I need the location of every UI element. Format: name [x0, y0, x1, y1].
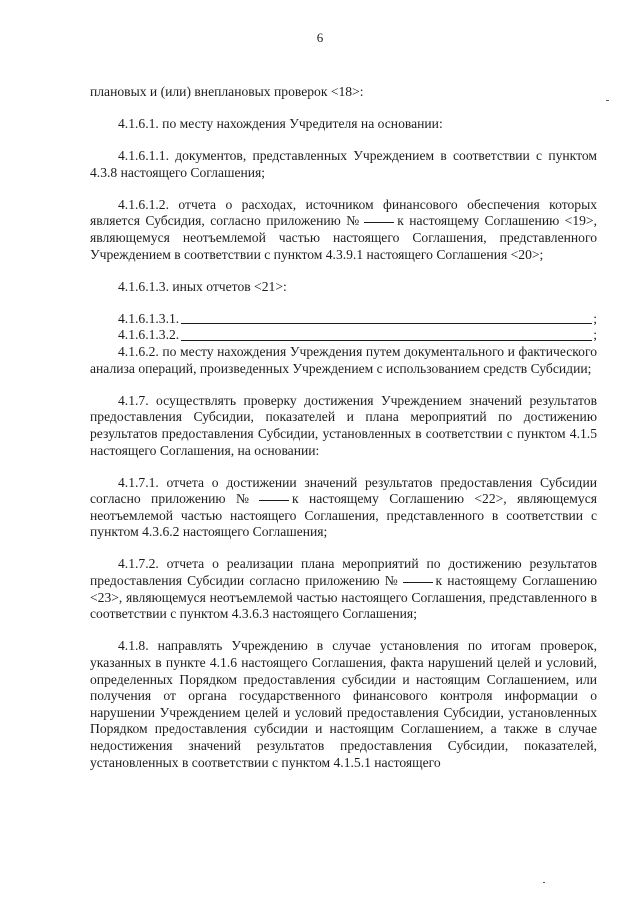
fill-line-rule: [181, 339, 592, 341]
paragraph-4-1-8: 4.1.8. направлять Учреждению в случае установления по итогам проверок, указанных в пункте 4.1.6 настоящего Соглашения, факта нарушений целей и условий, определенных Порядком предоставления субсидии и настоящим Соглашением, или получения от органа государственного финансового контроля информации о нарушении Учреждением целей и условий предоставления Субсидии, установленных Порядком предоставления субсидии и настоящим Соглашением, а также в случае недостижения значений результатов предоставления Субсидии, показателей, установленных в соответствии с пунктом 4.1.5.1 настоящего: [90, 638, 597, 770]
paragraph-continuation: плановых и (или) внеплановых проверок <18>:: [90, 84, 364, 99]
paragraph-4-1-6-1-1: 4.1.6.1.1. документов, представленных Учреждением в соответствии с пунктом 4.3.8 настоящего Соглашения;: [90, 148, 597, 180]
document-body: [90, 84, 597, 771]
fill-line-label: 4.1.6.1.3.2.: [118, 327, 180, 343]
appendix-number-blank: [364, 221, 394, 223]
appendix-number-blank: [403, 581, 433, 583]
fill-line-4-1-6-1-3-2: [90, 327, 597, 344]
fill-line-end: ;: [593, 327, 597, 343]
paragraph-4-1-7-1: 4.1.7.1. отчета о достижении значений результатов предоставления Субсидии согласно приложению № к настоящему Соглашению <22>, являющемуся неотъемлемой частью настоящего Соглашения, представленного в соответствии с пунктом 4.3.6.2 настоящего Соглашения;: [90, 474, 597, 540]
scan-speck: [606, 100, 609, 101]
fill-line-label: 4.1.6.1.3.1.: [118, 310, 180, 326]
paragraph-4-1-6-2: 4.1.6.2. по месту нахождения Учреждения путем документального и фактического анализа операций, произведенных Учреждением с использованием средств Субсидии;: [90, 344, 597, 376]
paragraph-4-1-7: 4.1.7. осуществлять проверку достижения Учреждением значений результатов предоставления Субсидии, показателей и плана мероприятий по достижению результатов предоставления Субсидии, установленных в соответствии с пунктом 4.1.5 настоящего Соглашения, на основании:: [90, 392, 597, 458]
fill-line-end: ;: [593, 310, 597, 326]
paragraph-4-1-6-1-2: 4.1.6.1.2. отчета о расходах, источником финансового обеспечения которых является Субсидия, согласно приложению № к настоящему Соглашению <19>, являющемуся неотъемлемой частью настоящего Соглашения, представленного Учреждением в соответствии с пунктом 4.3.9.1 настоящего Соглашения <20>;: [90, 196, 597, 262]
page-number: 6: [316, 30, 324, 45]
fill-line-rule: [181, 322, 592, 324]
paragraph-4-1-7-2: 4.1.7.2. отчета о реализации плана мероприятий по достижению результатов предоставления Субсидии согласно приложению № к настоящему Соглашению <23>, являющемуся неотъемлемой частью настоящего Соглашения, представленного в соответствии с пунктом 4.3.6.3 настоящего Соглашения;: [90, 556, 597, 622]
paragraph-4-1-6-1: 4.1.6.1. по месту нахождения Учредителя на основании:: [118, 116, 443, 132]
appendix-number-blank: [259, 499, 289, 501]
scan-speck: [543, 882, 545, 883]
fill-line-4-1-6-1-3-1: [90, 311, 597, 328]
paragraph-4-1-6-1-3: 4.1.6.1.3. иных отчетов <21>:: [118, 278, 287, 294]
